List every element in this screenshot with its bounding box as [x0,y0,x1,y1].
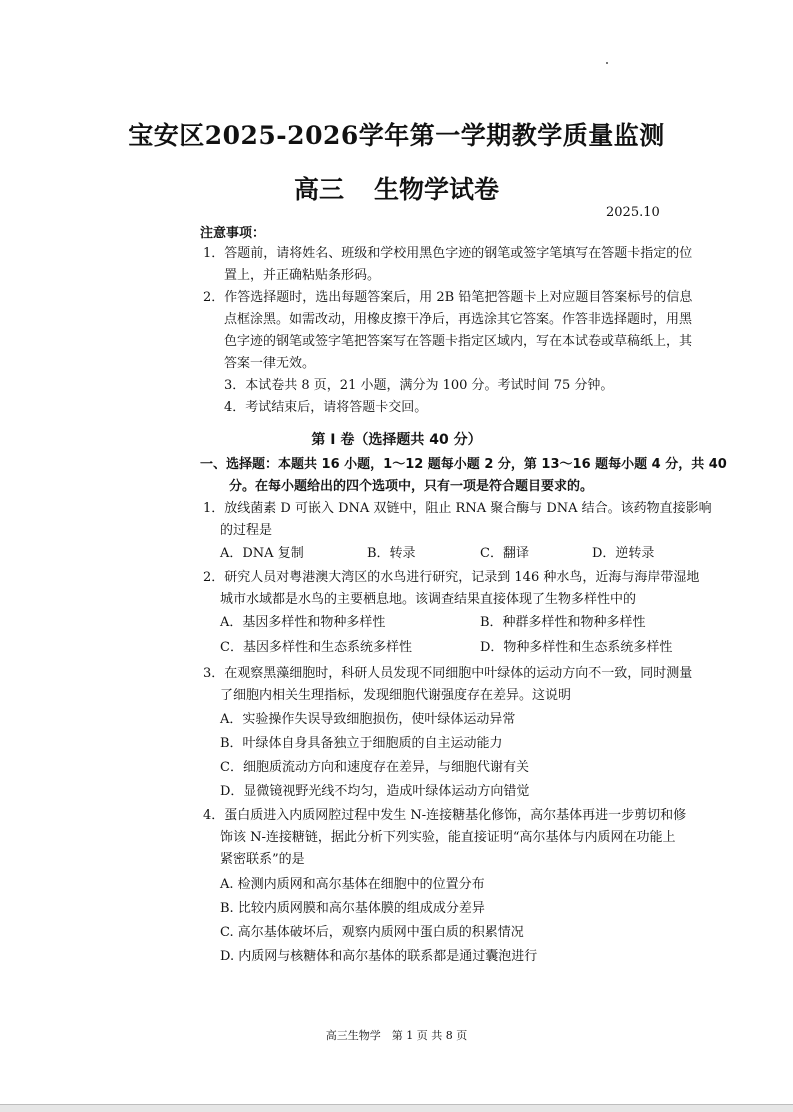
exam-subtitle [0,170,793,206]
question-1-option-b: B．转录 [367,546,416,561]
question-3-option-a: A．实验操作失误导致细胞损伤，使叶绿体运动异常 [220,712,516,727]
section-instruction-line-2: 分。在每小题给出的四个选项中，只有一项是符合题目要求的。 [229,479,594,494]
question-2-option-b: B．种群多样性和物种多样性 [480,615,646,630]
question-3-stem-line-2: 了细胞内相关生理指标，发现细胞代谢强度存在差异。这说明 [220,688,572,703]
question-4-option-a: A. 检测内质网和高尔基体在细胞中的位置分布 [220,877,485,892]
scan-dot [606,62,608,64]
grade-label: 高三 [293,175,344,204]
exam-title: 宝安区2025-2026学年第一学期教学质量监测 [128,121,665,150]
question-4-stem-line-3: 紧密联系”的是 [220,852,305,867]
notice-item-1-line-2: 置上，并正确粘贴条形码。 [224,268,381,283]
question-4-option-d: D. 内质网与核糖体和高尔基体的联系都是通过囊泡进行 [220,949,538,964]
question-1-option-c: C．翻译 [480,546,529,561]
section-instruction-line-1: 一、选择题：本题共 16 小题，1～12 题每小题 2 分，第 13～16 题每小题 4 分，共 40 [200,457,727,472]
question-3-option-c: C．细胞质流动方向和速度存在差异，与细胞代谢有关 [220,760,529,775]
question-4-option-b: B. 比较内质网膜和高尔基体膜的组成成分差异 [220,901,485,916]
notice-item-3: 3．本试卷共 8 页，21 小题，满分为 100 分。考试时间 75 分钟。 [224,378,614,393]
page-footer: 高三生物学 第 1 页 共 8 页 [325,1029,468,1042]
question-2-option-a: A．基因多样性和物种多样性 [220,615,386,630]
notice-item-4: 4．考试结束后，请将答题卡交回。 [224,400,428,415]
question-1-option-d: D．逆转录 [592,546,655,561]
exam-date: 2025.10 [606,205,660,220]
question-2-stem-line-1: 2．研究人员对粤港澳大湾区的水鸟进行研究，记录到 146 种水鸟，近海与海岸带湿地 [203,570,700,585]
question-1-stem-line-1: 1．放线菌素 D 可嵌入 DNA 双链中，阻止 RNA 聚合酶与 DNA 结合。该药物直接影响 [203,501,712,516]
question-1-stem-line-2: 的过程是 [220,523,273,538]
notice-item-2-line-4: 答案一律无效。 [224,356,316,371]
question-3-option-b: B．叶绿体自身具备独立于细胞质的自主运动能力 [220,736,503,751]
question-3-option-d: D．显微镜视野光线不均匀，造成叶绿体运动方向错觉 [220,784,530,799]
question-4-option-c: C. 高尔基体破坏后，观察内质网中蛋白质的积累情况 [220,925,524,940]
question-4-stem-line-2: 饰该 N-连接糖链，据此分析下列实验，能直接证明“高尔基体与内质网在功能上 [220,830,676,845]
subject-label: 生物学试卷 [374,175,500,204]
question-2-stem-line-2: 城市水域都是水鸟的主要栖息地。该调查结果直接体现了生物多样性中的 [220,592,637,607]
question-1-option-a: A．DNA 复制 [220,546,304,561]
question-2-option-d: D．物种多样性和生态系统多样性 [480,640,673,655]
question-2-option-c: C．基因多样性和生态系统多样性 [220,640,412,655]
notice-item-2-line-3: 色字迹的钢笔或签字笔把答案写在答题卡指定区域内，写在本试卷或草稿纸上，其 [224,334,693,349]
notice-item-1-line-1: 1．答题前，请将姓名、班级和学校用黑色字迹的钢笔或签字笔填写在答题卡指定的位 [203,246,693,261]
notice-heading: 注意事项： [200,226,266,241]
notice-item-2-line-2: 点框涂黑。如需改动，用橡皮擦干净后，再选涂其它答案。作答非选择题时，用黑 [224,312,693,327]
question-3-stem-line-1: 3．在观察黑藻细胞时，科研人员发现不同细胞中叶绿体的运动方向不一致，同时测量 [203,666,693,681]
notice-item-2-line-1: 2．作答选择题时，选出每题答案后，用 2B 铅笔把答题卡上对应题目答案标号的信息 [203,290,693,305]
question-4-stem-line-1: 4．蛋白质进入内质网腔过程中发生 N-连接糖基化修饰，高尔基体再进一步剪切和修 [203,808,687,823]
section-title: 第 Ⅰ 卷（选择题共 40 分） [311,432,482,448]
